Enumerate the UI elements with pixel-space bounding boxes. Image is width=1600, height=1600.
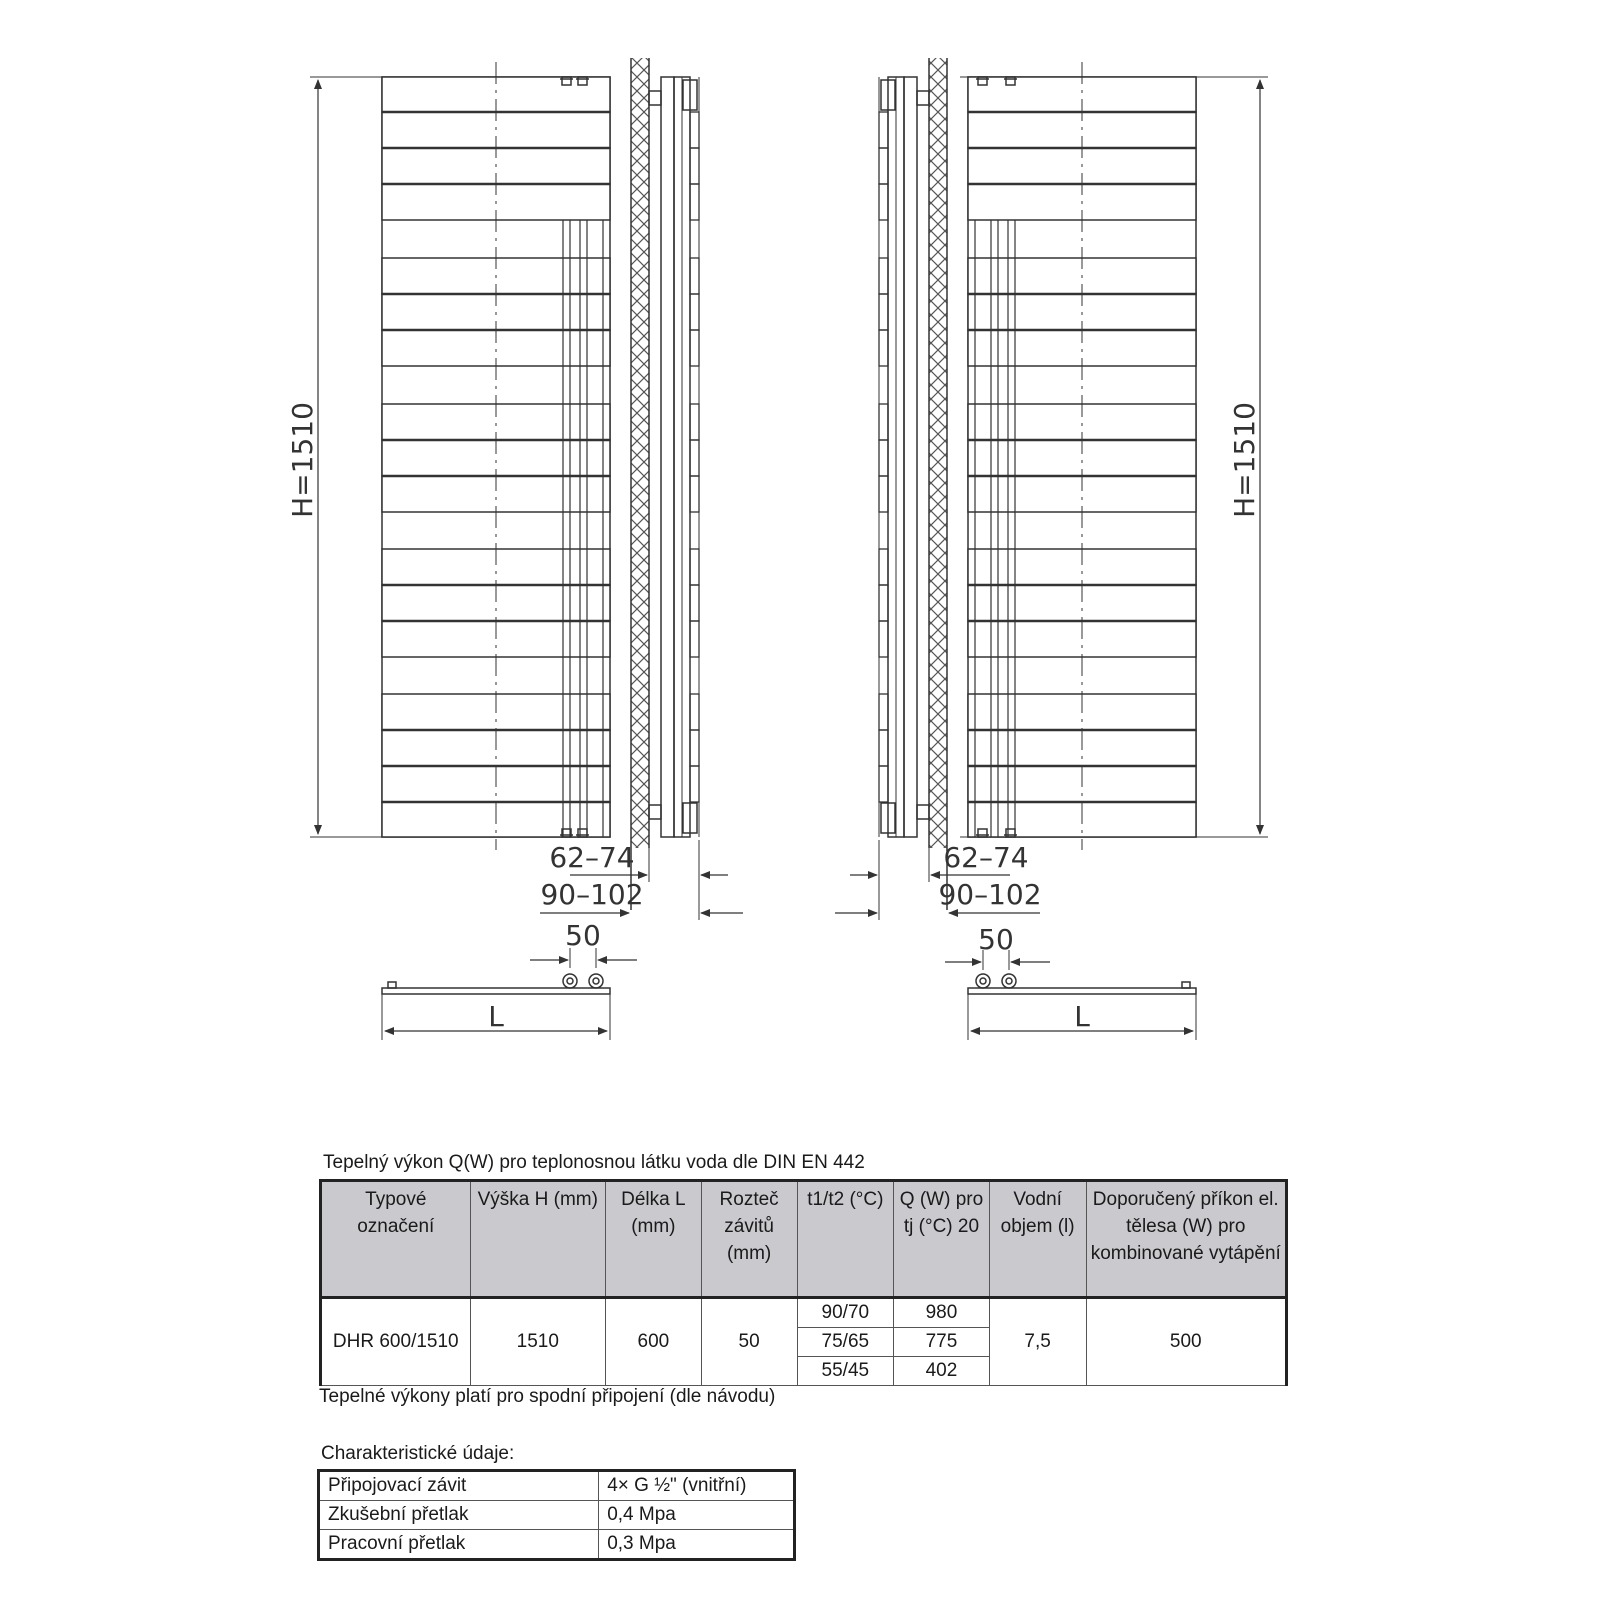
length-label-left: L [488, 1000, 504, 1033]
pipe-spacing-left: 50 [565, 919, 601, 952]
characteristic-label: Připojovací závit [319, 1471, 599, 1501]
characteristic-value: 0,3 Mpa [599, 1530, 795, 1560]
right-top-view [945, 950, 1196, 1040]
performance-table [319, 1179, 1288, 1386]
slat-group [382, 549, 610, 657]
table-row [319, 1501, 795, 1530]
offset-small-left: 62–74 [549, 841, 635, 874]
characteristic-value: 4× G ½" (vnitřní) [599, 1471, 795, 1501]
characteristics-table [317, 1469, 796, 1561]
table-header-row [321, 1181, 1287, 1298]
offset-small-right: 62–74 [943, 841, 1029, 874]
header-cell: Výška H (mm) [470, 1181, 605, 1298]
height-label-right: H=1510 [1228, 402, 1261, 518]
table-row [321, 1298, 1287, 1328]
header-cell: Q (W) pro tj (°C) 20 [894, 1181, 990, 1298]
slat-group [382, 404, 610, 512]
output-cell: 980 [894, 1298, 990, 1328]
header-cell: Rozteč závitů (mm) [701, 1181, 797, 1298]
length-label-right: L [1074, 1000, 1090, 1033]
characteristic-value: 0,4 Mpa [599, 1501, 795, 1530]
characteristic-label: Zkušební přetlak [319, 1501, 599, 1530]
slat-group [968, 404, 1196, 512]
header-cell: Vodní objem (l) [989, 1181, 1086, 1298]
header-cell: Doporučený příkon el. tělesa (W) pro kombinované vytápění [1086, 1181, 1287, 1298]
offset-large-right: 90–102 [938, 878, 1042, 911]
table-row [319, 1471, 795, 1501]
characteristics-caption: Charakteristické údaje: [321, 1443, 515, 1464]
slat-profiles [879, 112, 888, 802]
left-front-view [310, 62, 610, 850]
wall-hatch [929, 58, 947, 848]
performance-caption: Tepelný výkon Q(W) pro teplonosnou látku voda dle DIN EN 442 [323, 1152, 865, 1173]
thread-spacing-cell: 50 [701, 1298, 797, 1386]
length-cell: 600 [606, 1298, 702, 1386]
heater-power-cell: 500 [1086, 1298, 1287, 1386]
slat-group [968, 549, 1196, 657]
performance-footnote: Tepelné výkony platí pro spodní připojení (dle návodu) [319, 1386, 776, 1407]
offset-large-left: 90–102 [540, 878, 644, 911]
header-cell: Typové označení [321, 1181, 471, 1298]
header-cell: t1/t2 (°C) [797, 1181, 894, 1298]
water-volume-cell: 7,5 [989, 1298, 1086, 1386]
output-cell: 402 [894, 1357, 990, 1386]
left-top-view [382, 948, 637, 1040]
right-front-view [960, 62, 1268, 850]
temperature-cell: 75/65 [797, 1328, 894, 1357]
output-cell: 775 [894, 1328, 990, 1357]
header-cell: Délka L (mm) [606, 1181, 702, 1298]
type-cell: DHR 600/1510 [321, 1298, 471, 1386]
temperature-cell: 55/45 [797, 1357, 894, 1386]
characteristic-label: Pracovní přetlak [319, 1530, 599, 1560]
table-row [319, 1530, 795, 1560]
temperature-cell: 90/70 [797, 1298, 894, 1328]
pipe-spacing-right: 50 [978, 923, 1014, 956]
height-cell: 1510 [470, 1298, 605, 1386]
height-label-left: H=1510 [286, 402, 319, 518]
slat-profiles [690, 112, 699, 802]
wall-hatch [631, 58, 649, 848]
